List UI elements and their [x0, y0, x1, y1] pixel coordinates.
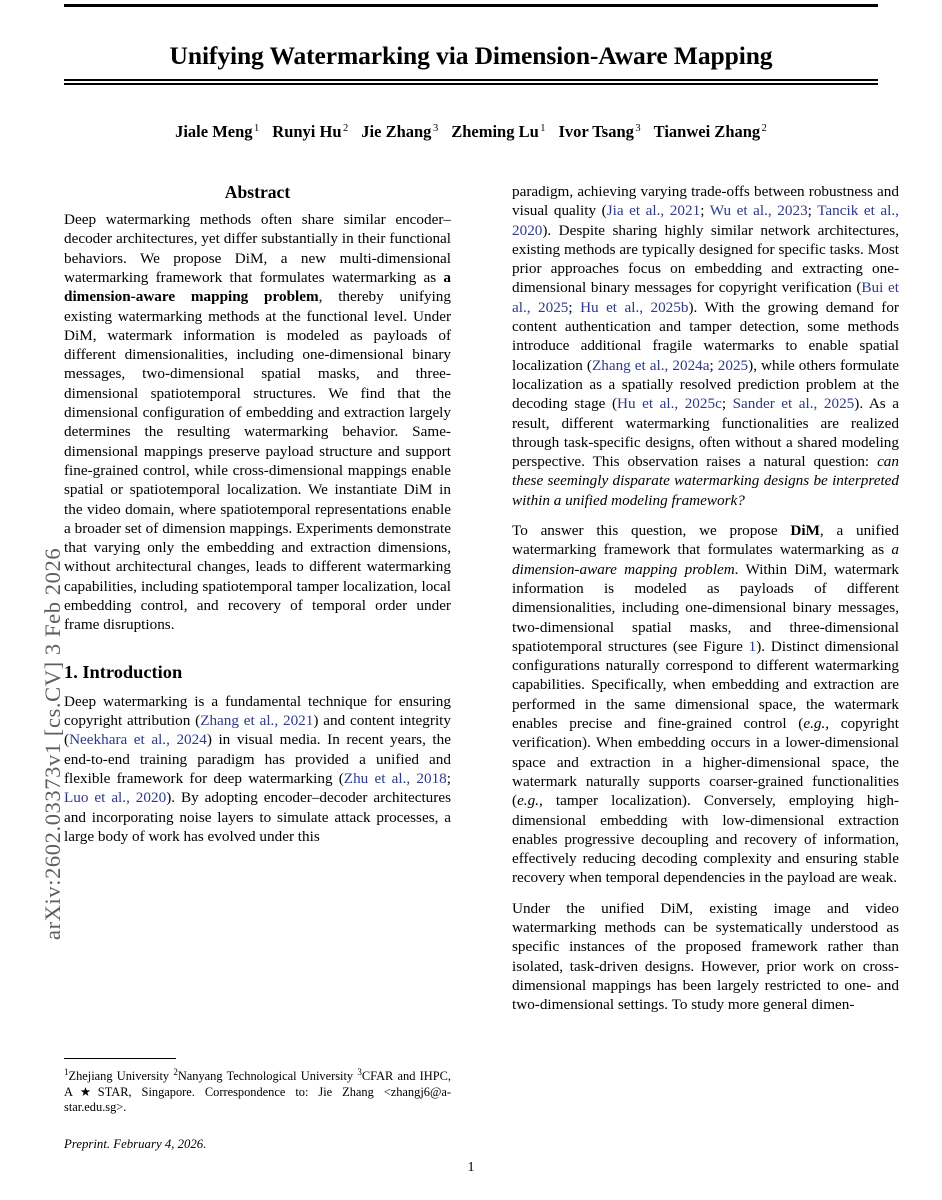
author-entry	[451, 122, 545, 141]
author-entry	[654, 122, 767, 141]
footnote-separator-rule	[64, 1058, 176, 1059]
footnote-text: $^1$Zhejiang University $^2$Nanyang Technological University $^3$CFAR and IHPC, A★STAR, Singapore. Correspondence to: Jie Zhang <zhangj6@a-star.edu.sg>.	[64, 1067, 451, 1115]
arxiv-stamp-text: arXiv:2602.03373v1 [cs.CV] 3 Feb 2026	[40, 547, 65, 940]
arxiv-stamp	[0, 0, 65, 1200]
author-entry	[559, 122, 641, 141]
title-double-rule	[64, 79, 878, 85]
author-name: Jie Zhang	[361, 122, 432, 141]
introduction-heading: 1. Introduction	[64, 661, 183, 682]
introduction-paragraph-1: Deep watermarking is a fundamental technique for ensuring copyright attribution (Zhang et al., 2021) and content integrity (Neekhara et al., 2024) in visual media. In recent years, the end-to-end training paradigm has provided a unified and flexible framework for deep watermarking (Zhu et al., 2018; Luo et al., 2020). By adopting encoder–decoder architectures and incorporating noise layers to simulate attack processes, a large body of work has evolved under this	[64, 692, 451, 845]
right-paragraph-1: paradigm, achieving varying trade-offs between robustness and visual quality (Jia et al., 2021; Wu et al., 2023; Tancik et al., 2020). Despite sharing highly similar network architectures, existing methods are typically designed for specific tasks. Most prior approaches focus on embedding and extracting one-dimensional binary messages for copyright verification (Bui et al., 2025; Hu et al., 2025b). With the growing demand for content authentication and tamper detection, some methods introduce additional fragile watermarks to enable spatial localization (Zhang et al., 2024a; 2025), while others formulate localization as a spatially resolved prediction problem at the decoding stage (Hu et al., 2025c; Sander et al., 2025). As a result, different watermarking functionalities are realized through task-specific designs, often without a shared modeling perspective. This observation raises a natural question: can these seemingly disparate watermarking designs be interpreted within a unified modeling framework?	[512, 183, 900, 509]
author-name: Tianwei Zhang	[653, 122, 761, 141]
author-affiliation-marker: 3	[432, 122, 439, 134]
author-affiliation-marker: 3	[635, 122, 641, 134]
author-entry	[272, 122, 348, 141]
author-name: Jiale Meng	[175, 122, 253, 141]
footnote-block	[64, 1058, 451, 1152]
abstract-heading: Abstract	[224, 182, 291, 202]
author-entry	[175, 122, 259, 141]
page-number: 1	[467, 1160, 475, 1175]
right-column	[512, 182, 899, 1025]
right-paragraph-3: Under the unified DiM, existing image and video watermarking methods can be systematically understood as specific instances of the proposed framework rather than isolated, task-driven designs. However, prior work on cross-dimensional mappings has been largely restricted to one- and two-dimensional settings. To study more general dimen-	[512, 899, 899, 1014]
author-affiliation-marker: 1	[540, 122, 546, 134]
right-paragraph-2: To answer this question, we propose DiM, a unified watermarking framework that formulates watermarking as a dimension-aware mapping problem. Within DiM, watermark information is modeled as payloads of different dimensionalities, including one-dimensional binary messages, two-dimensional spatial masks, and three-dimensional spatiotemporal structures (see Figure 1). Distinct dimensional configurations naturally correspond to different watermarking capabilities. Specifically, when embedding and extraction are performed in the same dimensional space, the watermark enables precise and fine-grained control (e.g., copyright verification). When embedding occurs in a lower-dimensional space and extraction in a higher-dimensional space, the watermark naturally supports coarser-grained functionalities (e.g., tamper localization). Conversely, employing high-dimensional embedding with low-dimensional extraction enables progressive decoupling and recovery of information, effectively reducing decoding complexity and ensuring stable recovery when temporal dependencies in the payload are weak.	[512, 522, 900, 887]
author-affiliation-marker: 2	[343, 122, 349, 134]
author-affiliation-marker: 2	[761, 122, 767, 134]
abstract-body: Deep watermarking methods often share similar encoder–decoder architectures, yet differ substantially in their functional behaviors. We propose DiM, a new multi-dimensional watermarking framework that formulates watermarking as a dimension-aware mapping problem, thereby unifying existing watermarking methods at the functional level. Under DiM, watermark information is modeled as payloads of different dimensionalities, including one-dimensional binary messages, two-dimensional spatial masks, and three-dimensional spatiotemporal structures. We find that the dimensional configuration of embedding and extraction largely determines the resulting watermarking behavior. Same-dimensional mappings preserve payload structure and support fine-grained control, while cross-dimensional mappings enable spatial or spatiotemporal localization. We instantiate DiM in the video domain, where spatiotemporal representations enable a broader set of dimension mappings. Experiments demonstrate that varying only the embedding and extraction dimensions, without architectural changes, leads to different watermarking capabilities, including spatiotemporal tamper localization, local embedding control, and recovery of temporal order under frame disruptions.	[64, 211, 451, 634]
author-affiliation-marker: 1	[254, 122, 260, 134]
author-name: Ivor Tsang	[558, 122, 634, 141]
page-title: Unifying Watermarking via Dimension-Aware Mapping	[169, 41, 773, 71]
header-top-rule	[64, 4, 878, 7]
left-column	[64, 182, 451, 857]
preprint-notice: Preprint. February 4, 2026.	[64, 1136, 207, 1151]
author-entry	[361, 122, 438, 141]
author-list	[64, 122, 878, 142]
title-rule-lower	[64, 83, 878, 85]
author-name: Zheming Lu	[451, 122, 539, 141]
author-name: Runyi Hu	[272, 122, 342, 141]
